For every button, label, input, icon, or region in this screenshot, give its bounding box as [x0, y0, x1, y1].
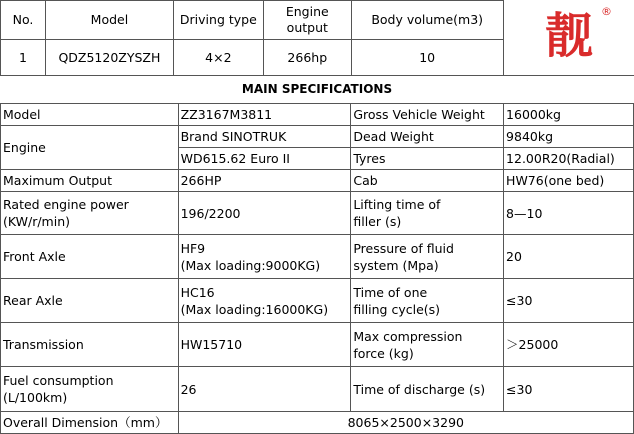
spec-label: Engine: [1, 126, 179, 170]
spec-label: Dead Weight: [351, 126, 504, 148]
specifications-table: [0, 103, 634, 434]
spec-value: [178, 235, 351, 279]
spec-label: [351, 323, 504, 367]
label-line: Rated engine power: [3, 197, 129, 212]
label-line: Time of one: [353, 284, 428, 300]
spec-label: [351, 279, 504, 323]
spec-row: [1, 367, 634, 412]
spec-label: Overall Dimension（mm）: [1, 412, 179, 434]
header-body-volume: Body volume(m3): [351, 1, 503, 40]
header-model: Model: [45, 1, 173, 40]
spec-value: 16000kg: [504, 104, 634, 126]
spec-value: 196/2200: [178, 192, 351, 235]
brand-logo: [504, 3, 634, 73]
cell-no: 1: [1, 40, 46, 76]
spec-row: [1, 126, 634, 148]
spec-value: ZZ3167M3811: [178, 104, 351, 126]
spec-label: Rear Axle: [1, 279, 179, 323]
spec-value: 8065×2500×3290: [178, 412, 633, 434]
label-line: Fuel consumption: [3, 373, 114, 388]
label-line: Max compression: [353, 328, 463, 344]
spec-label: [1, 192, 179, 235]
spec-value: 26: [178, 367, 351, 412]
spec-row: [1, 323, 634, 367]
label-line: Pressure of fluid: [353, 240, 454, 256]
spec-value: Brand SINOTRUK: [178, 126, 351, 148]
spec-label: Transmission: [1, 323, 179, 367]
label-line: system (Mpa): [353, 257, 439, 273]
spec-row: [1, 279, 634, 323]
label-line: Lifting time of: [353, 197, 441, 212]
section-heading: MAIN SPECIFICATIONS: [241, 82, 393, 96]
spec-value: ≤30: [504, 279, 634, 323]
cell-driving-type: 4×2: [173, 40, 263, 76]
spec-value: ≤30: [504, 367, 634, 412]
spec-label: Time of discharge (s): [351, 367, 504, 412]
value-line: HF9: [180, 240, 206, 256]
spec-value: 8—10: [504, 192, 634, 235]
spec-label: [351, 192, 504, 235]
spec-label: [351, 235, 504, 279]
spec-label: Model: [1, 104, 179, 126]
spec-row: [1, 235, 634, 279]
spec-row: [1, 412, 634, 434]
cell-body-volume: 10: [351, 40, 503, 76]
spec-label: Maximum Output: [1, 170, 179, 192]
value-line: (Max loading:9000KG): [180, 257, 321, 273]
spec-label: Front Axle: [1, 235, 179, 279]
cell-engine-output: 266hp: [263, 40, 351, 76]
spec-value: HW76(one bed): [504, 170, 634, 192]
spec-label: Gross Vehicle Weight: [351, 104, 504, 126]
spec-label: Cab: [351, 170, 504, 192]
label-line: filler (s): [353, 214, 402, 229]
spec-label: Tyres: [351, 148, 504, 170]
spec-value: WD615.62 Euro II: [178, 148, 351, 170]
spec-label: [1, 367, 179, 412]
spec-value: 12.00R20(Radial): [504, 148, 634, 170]
spec-value: 20: [504, 235, 634, 279]
logo-glyph: 靓: [544, 7, 593, 64]
spec-row: [1, 170, 634, 192]
spec-value: 9840kg: [504, 126, 634, 148]
spec-row: [1, 192, 634, 235]
header-driving-type: Driving type: [173, 1, 263, 40]
spec-value: [178, 279, 351, 323]
registered-mark: ®: [601, 4, 612, 18]
header-no: No.: [1, 1, 46, 40]
spec-value: 266HP: [178, 170, 351, 192]
vehicle-summary-table: [0, 0, 634, 76]
label-line: (KW/r/min): [3, 214, 70, 229]
spec-value: HW15710: [178, 323, 351, 367]
spec-row: [1, 104, 634, 126]
header-engine-output: Engine output: [263, 1, 351, 40]
spec-value: ＞25000: [504, 323, 634, 367]
value-line: HC16: [180, 284, 215, 300]
label-line: (L/100km): [3, 390, 68, 405]
label-line: filling cycle(s): [353, 301, 441, 317]
logo-cell: [503, 1, 634, 76]
cell-model: QDZ5120ZYSZH: [45, 40, 173, 76]
label-line: force (kg): [353, 345, 414, 361]
value-line: (Max loading:16000KG): [180, 301, 329, 317]
summary-header-row: [1, 1, 634, 40]
